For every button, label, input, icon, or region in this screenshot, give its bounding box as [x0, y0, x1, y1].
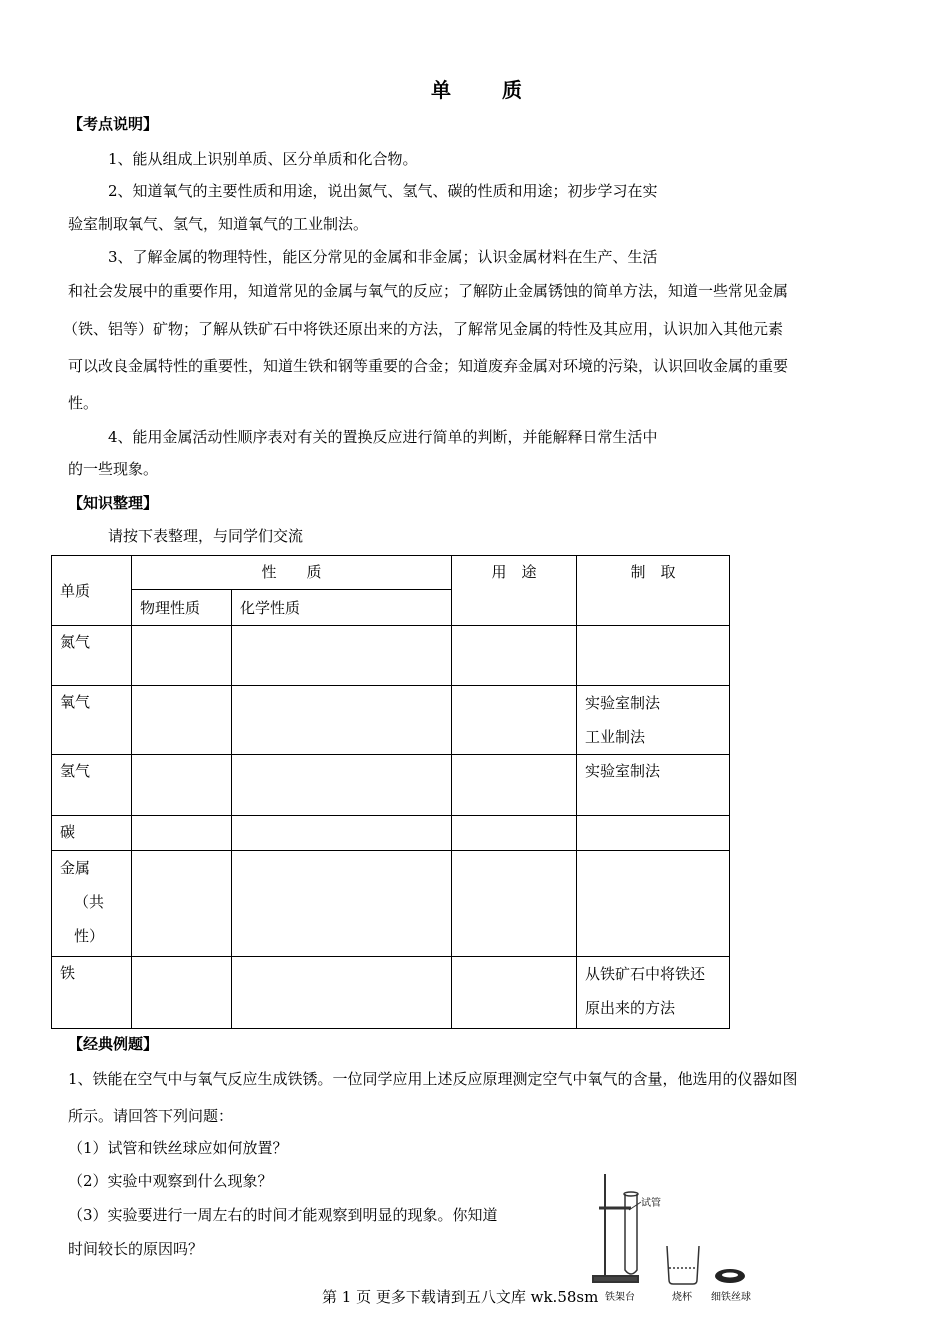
- question-1-line-1: 1、铁能在空气中与氧气反应生成铁锈。一位同学应用上述反应原理测定空气中氧气的含量，他选用的仪器如图: [68, 1070, 798, 1088]
- exam-point-1: 1、能从组成上识别单质、区分单质和化合物。: [108, 150, 418, 168]
- row-name: 氮气: [52, 626, 132, 686]
- table-row: [52, 850, 730, 956]
- page-title: [431, 74, 523, 103]
- test-tube-icon: [624, 1192, 641, 1274]
- summary-table: [51, 555, 730, 1029]
- label-beaker: 烧杯: [672, 1292, 692, 1303]
- row-name: 金属 （共 性）: [52, 850, 132, 956]
- row-name: 碳: [52, 815, 132, 850]
- header-prep: 制 取: [577, 556, 730, 626]
- table-header-row: [52, 556, 730, 590]
- table-row: [52, 815, 730, 850]
- table-row: [52, 626, 730, 686]
- exam-point-3-line-5: 性。: [68, 394, 99, 412]
- table-row: [52, 956, 730, 1028]
- row-prep: 实验室制法: [577, 755, 730, 815]
- apparatus-drawing: [585, 1168, 770, 1308]
- knowledge-intro: 请按下表整理，与同学们交流: [108, 527, 304, 545]
- apparatus-figure: [585, 1168, 770, 1312]
- exam-point-3-line-3: （铁、铝等）矿物；了解从铁矿石中将铁还原出来的方法，了解常见金属的特性及其应用，认识加入其他元素: [63, 320, 784, 338]
- row-prep: 实验室制法 工业制法: [577, 686, 730, 755]
- exam-point-2-line-2: 验室制取氧气、氢气，知道氧气的工业制法。: [68, 215, 369, 233]
- question-1-sub-1: （1）试管和铁丝球应如何放置？: [68, 1139, 288, 1157]
- exam-point-2-line-1: 2、知道氧气的主要性质和用途，说出氮气、氢气、碳的性质和用途；初步学习在实: [108, 182, 658, 200]
- header-use: 用 途: [452, 556, 577, 626]
- label-stand: 铁架台: [605, 1292, 635, 1303]
- iron-stand-icon: [593, 1174, 638, 1282]
- steel-wool-icon: [715, 1269, 745, 1283]
- exam-point-3-line-4: 可以改良金属特性的重要性，知道生铁和钢等重要的合金；知道废弃金属对环境的污染，认识回收金属的重要: [68, 357, 789, 375]
- beaker-icon: [667, 1246, 699, 1284]
- table-row: [52, 755, 730, 815]
- question-1-sub-3-line-1: （3）实验要进行一周左右的时间才能观察到明显的现象。你知道: [68, 1206, 498, 1224]
- row-prep: 从铁矿石中将铁还 原出来的方法: [577, 956, 730, 1028]
- question-1-line-2: 所示。请回答下列问题：: [68, 1107, 234, 1125]
- title-char-1: 单: [431, 78, 452, 102]
- title-char-2: 质: [502, 78, 523, 102]
- question-1-sub-2: （2）实验中观察到什么现象？: [68, 1172, 273, 1190]
- exam-point-4-line-1: 4、能用金属活动性顺序表对有关的置换反应进行简单的判断，并能解释日常生活中: [108, 428, 658, 446]
- header-chemical: 化学性质: [232, 590, 452, 626]
- header-property: 性 质: [132, 556, 452, 590]
- page-footer: 第 1 页 更多下载请到五八文库 wk.58sm: [322, 1288, 599, 1306]
- section-examples: 【经典例题】: [68, 1035, 159, 1053]
- section-exam-points: 【考点说明】: [68, 115, 159, 133]
- exam-point-3-line-2: 和社会发展中的重要作用，知道常见的金属与氧气的反应；了解防止金属锈蚀的简单方法，知道一些常见金属: [68, 282, 789, 300]
- section-knowledge: 【知识整理】: [68, 494, 159, 512]
- exam-point-3-line-1: 3、了解金属的物理特性，能区分常见的金属和非金属；认识金属材料在生产、生活: [108, 248, 658, 266]
- header-substance: 单质: [52, 556, 132, 626]
- row-name: 氧气: [52, 686, 132, 755]
- header-physical: 物理性质: [132, 590, 232, 626]
- row-name: 铁: [52, 956, 132, 1028]
- exam-point-4-line-2: 的一些现象。: [68, 460, 159, 478]
- table-row: [52, 686, 730, 755]
- question-1-sub-3-line-2: 时间较长的原因吗？: [68, 1240, 204, 1258]
- row-name: 氢气: [52, 755, 132, 815]
- label-tube: 试管: [641, 1198, 661, 1209]
- label-wool: 细铁丝球: [711, 1292, 751, 1303]
